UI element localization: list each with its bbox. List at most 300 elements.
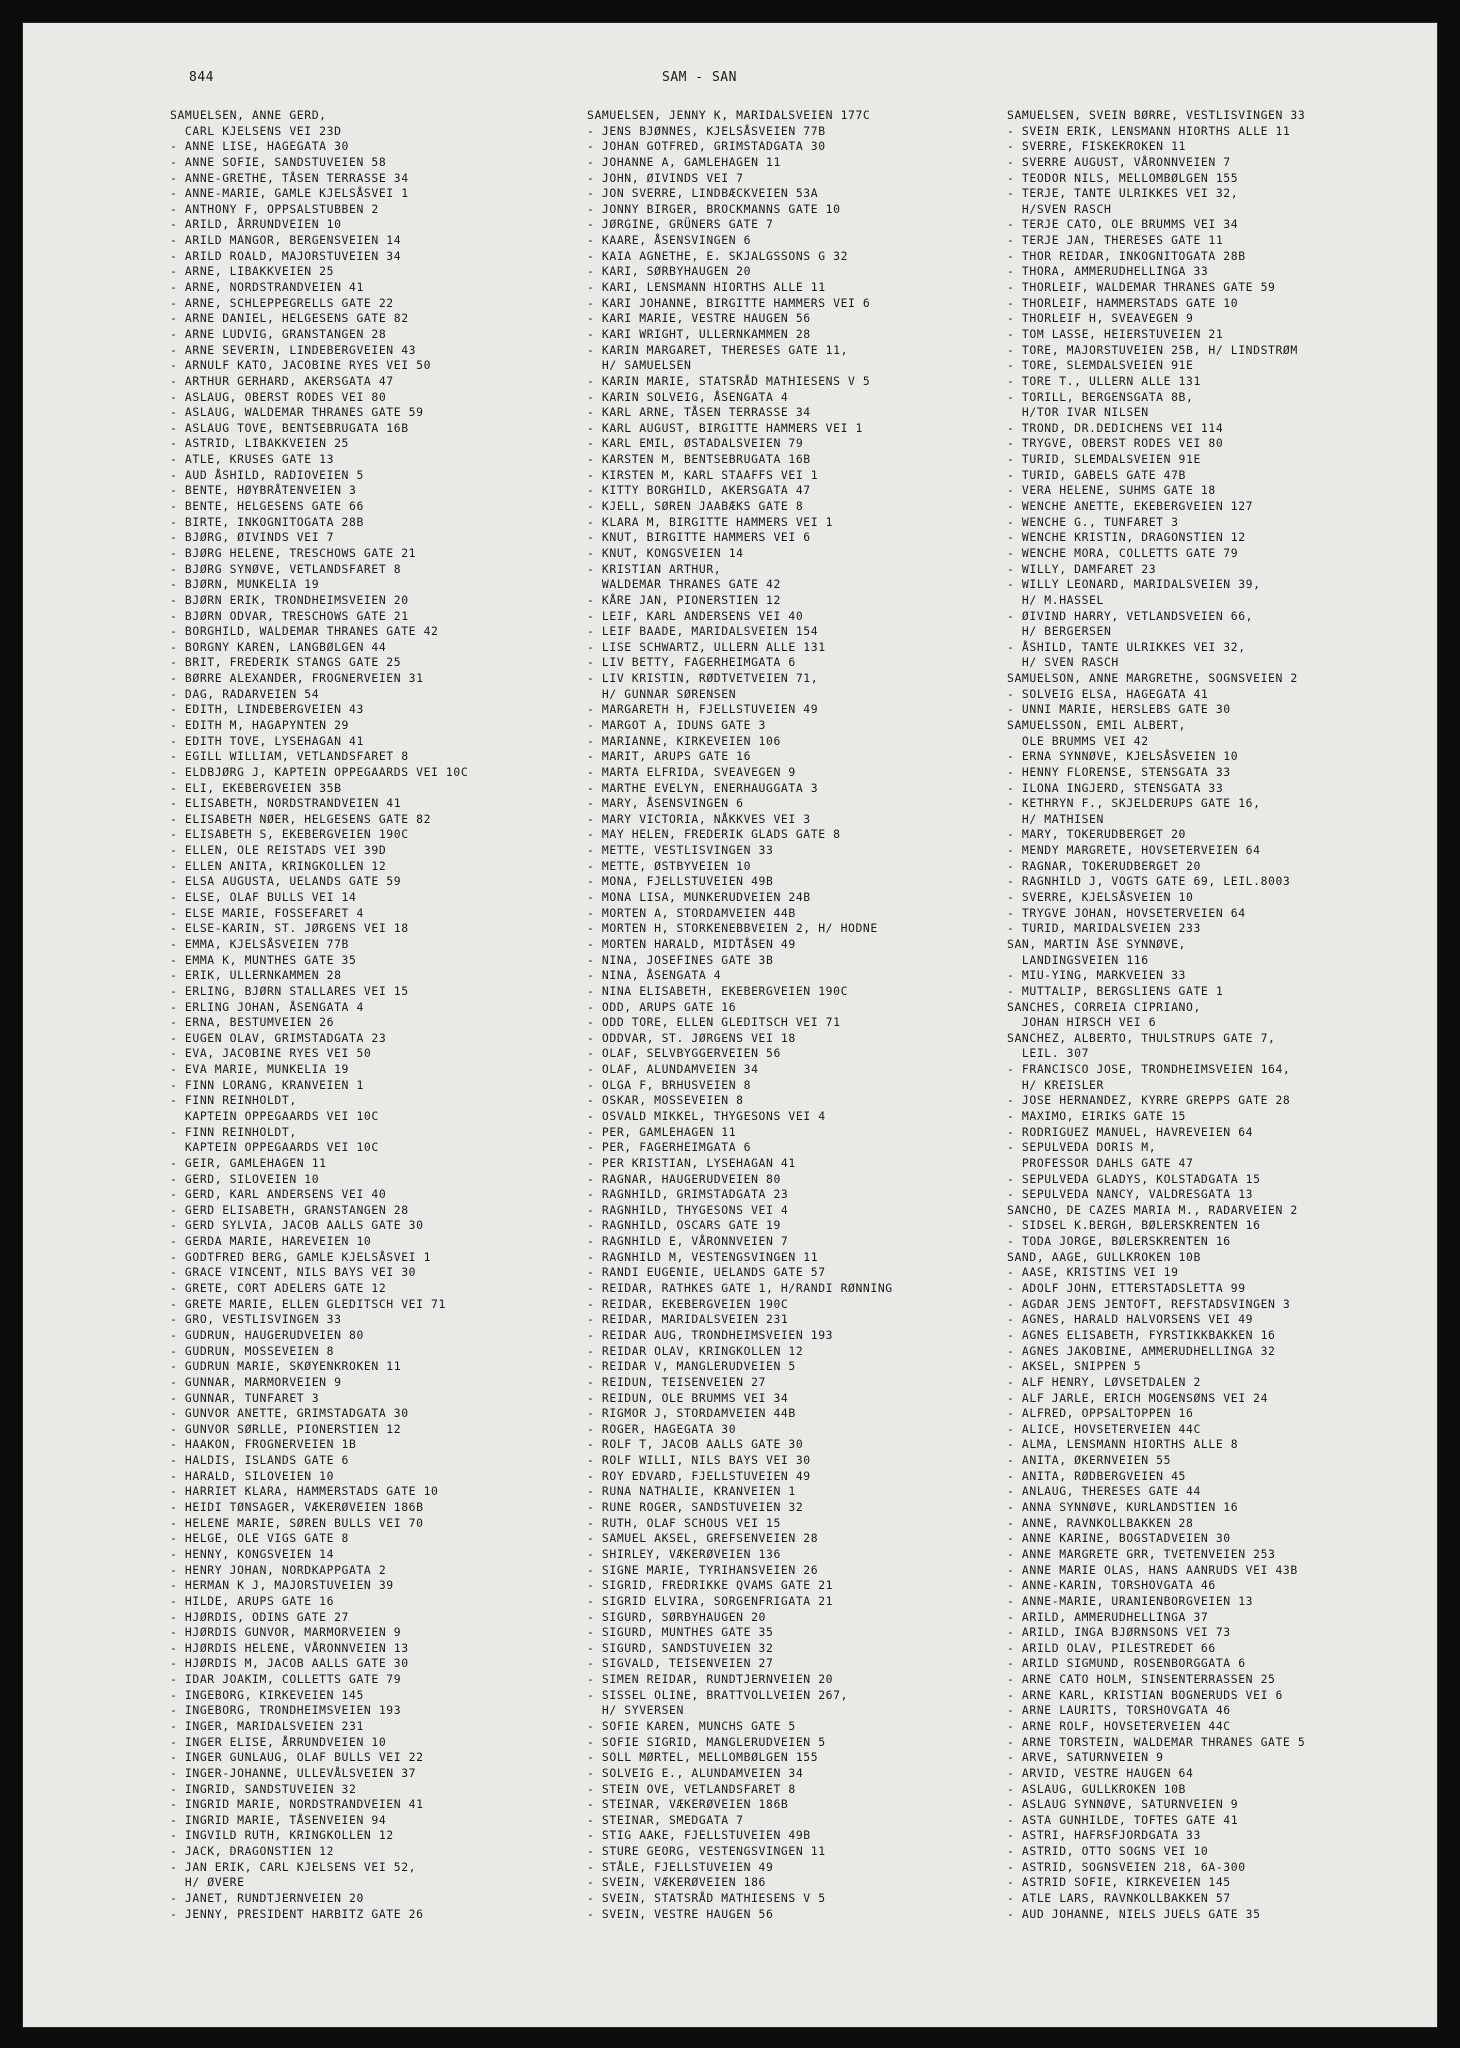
directory-entry-line: - AASE, KRISTINS VEI 19 — [1007, 1265, 1179, 1280]
directory-entry-line: - MARY, ÅSENSVINGEN 6 — [587, 796, 744, 811]
directory-entry-line: - SOLVEIG ELSA, HAGEGATA 41 — [1007, 686, 1209, 701]
directory-entry-line: - GUNVOR ANETTE, GRIMSTADGATA 30 — [170, 1406, 409, 1421]
directory-entry-line: - RAGNHILD J, VOGTS GATE 69, LEIL.8003 — [1007, 874, 1291, 889]
directory-entry-line: - ANNE, RAVNKOLLBAKKEN 28 — [1007, 1515, 1194, 1530]
directory-entry-line: - JOHANNE A, GAMLEHAGEN 11 — [587, 154, 781, 169]
directory-entry-line: - TODA JORGE, BØLERSKRENTEN 16 — [1007, 1234, 1231, 1249]
directory-entry-line: - ADOLF JOHN, ETTERSTADSLETTA 99 — [1007, 1281, 1246, 1296]
directory-entry-line: - MARTHE EVELYN, ENERHAUGGATA 3 — [587, 780, 819, 795]
directory-entry-line: - GUNVOR SØRLLE, PIONERSTIEN 12 — [170, 1421, 402, 1436]
directory-entry-line: - HARALD, SILOVEIEN 10 — [170, 1468, 335, 1483]
directory-entry-line: - AGDAR JENS JENTOFT, REFSTADSVINGEN 3 — [1007, 1296, 1291, 1311]
directory-entry-line: - BORGNY KAREN, LANGBØLGEN 44 — [170, 639, 387, 654]
directory-entry-line: - ERLING, BJØRN STALLARES VEI 15 — [170, 983, 409, 998]
directory-entry-line: - HILDE, ARUPS GATE 16 — [170, 1593, 335, 1608]
directory-entry-line: - ANNE-GRETHE, TÅSEN TERRASSE 34 — [170, 170, 409, 185]
directory-entry-line: - EDITH TOVE, LYSEHAGAN 41 — [170, 733, 364, 748]
directory-entry-line: - ARNE DANIEL, HELGESENS GATE 82 — [170, 311, 409, 326]
directory-entry-line: H/ M.HASSEL — [1007, 592, 1104, 607]
directory-entry-line: - ASTRID, OTTO SOGNS VEI 10 — [1007, 1844, 1209, 1859]
directory-entry-line: - LIV KRISTIN, RØDTVETVEIEN 71, — [587, 671, 819, 686]
directory-entry-line: - KAARE, ÅSENSVINGEN 6 — [587, 233, 752, 248]
directory-entry-line: - FRANCISCO JOSE, TRONDHEIMSVEIEN 164, — [1007, 1062, 1291, 1077]
directory-entry-line: - ANNE-MARIE, URANIENBORGVEIEN 13 — [1007, 1593, 1254, 1608]
listing-column-1 — [170, 108, 575, 1922]
directory-entry-line: - TORE, MAJORSTUVEIEN 25B, H/ LINDSTRØM — [1007, 342, 1298, 357]
directory-entry-line: - OLGA F, BRHUSVEIEN 8 — [587, 1077, 752, 1092]
directory-entry-line: - GERD SYLVIA, JACOB AALLS GATE 30 — [170, 1218, 424, 1233]
directory-entry-line: - ARILD MANGOR, BERGENSVEIEN 14 — [170, 233, 402, 248]
directory-entry-line: - BJØRN ERIK, TRONDHEIMSVEIEN 20 — [170, 592, 409, 607]
directory-entry-line: - KARI WRIGHT, ULLERNKAMMEN 28 — [587, 326, 811, 341]
directory-entry-line: - ELLEN, OLE REISTADS VEI 39D — [170, 843, 387, 858]
directory-entry-line: - SVEIN, VESTRE HAUGEN 56 — [587, 1906, 774, 1921]
directory-entry-line: - PER KRISTIAN, LYSEHAGAN 41 — [587, 1155, 796, 1170]
directory-entry-line: - JOSE HERNANDEZ, KYRRE GREPPS GATE 28 — [1007, 1093, 1291, 1108]
directory-entry-line: - REIDAR AUG, TRONDHEIMSVEIEN 193 — [587, 1327, 834, 1342]
directory-entry-line: - JENS BJØNNES, KJELSÅSVEIEN 77B — [587, 123, 826, 138]
directory-entry-line: - MENDY MARGRETE, HOVSETERVEIEN 64 — [1007, 843, 1261, 858]
directory-entry-line: SAND, AAGE, GULLKROKEN 10B — [1007, 1249, 1201, 1264]
directory-entry-line: - PER, GAMLEHAGEN 11 — [587, 1124, 737, 1139]
directory-entry-line: - ELISABETH NØER, HELGESENS GATE 82 — [170, 811, 432, 826]
directory-entry-line: - TORE, SLEMDALSVEIEN 91E — [1007, 358, 1194, 373]
directory-entry-line: - REIDAR, RATHKES GATE 1, H/RANDI RØNNING — [587, 1281, 893, 1296]
directory-entry-line: - JOHN, ØIVINDS VEI 7 — [587, 170, 744, 185]
directory-entry-line: - GERD, KARL ANDERSENS VEI 40 — [170, 1187, 387, 1202]
directory-entry-line: - MORTEN A, STORDAMVEIEN 44B — [587, 905, 796, 920]
directory-entry-line: - ARILD, AMMERUDHELLINGA 37 — [1007, 1609, 1209, 1624]
directory-entry-line: - HENNY FLORENSE, STENSGATA 33 — [1007, 764, 1231, 779]
directory-entry-line: - GUNNAR, TUNFARET 3 — [170, 1390, 320, 1405]
directory-entry-line: - HAAKON, FROGNERVEIEN 1B — [170, 1437, 357, 1452]
directory-entry-line: - ASTRID, SOGNSVEIEN 218, 6A-300 — [1007, 1859, 1246, 1874]
directory-entry-line: - SIGRID ELVIRA, SORGENFRIGATA 21 — [587, 1593, 834, 1608]
directory-entry-line: H/SVEN RASCH — [1007, 201, 1112, 216]
directory-entry-line: - ATLE, KRUSES GATE 13 — [170, 452, 335, 467]
directory-entry-line: - MORTEN H, STORKENEBBVEIEN 2, H/ HODNE — [587, 921, 878, 936]
directory-entry-line: - ALMA, LENSMANN HIORTHS ALLE 8 — [1007, 1437, 1239, 1452]
directory-entry-line: - HELENE MARIE, SØREN BULLS VEI 70 — [170, 1515, 424, 1530]
directory-entry-line: - RUTH, OLAF SCHOUS VEI 15 — [587, 1515, 781, 1530]
directory-entry-line: - AGNES JAKOBINE, AMMERUDHELLINGA 32 — [1007, 1343, 1276, 1358]
directory-entry-line: - ANNA SYNNØVE, KURLANDSTIEN 16 — [1007, 1500, 1239, 1515]
directory-entry-line: - MARGARETH H, FJELLSTUVEIEN 49 — [587, 702, 819, 717]
directory-entry-line: - BRIT, FREDERIK STANGS GATE 25 — [170, 655, 402, 670]
directory-entry-line: - ARNE ROLF, HOVSETERVEIEN 44C — [1007, 1718, 1231, 1733]
directory-entry-line: - ANTHONY F, OPPSALSTUBBEN 2 — [170, 201, 379, 216]
directory-entry-line: - ARNE, NORDSTRANDVEIEN 41 — [170, 280, 364, 295]
directory-entry-line: - SVEIN, VÆKERØVEIEN 186 — [587, 1875, 766, 1890]
directory-entry-line: - ODDVAR, ST. JØRGENS VEI 18 — [587, 1030, 796, 1045]
directory-entry-line: - TOM LASSE, HEIERSTUVEIEN 21 — [1007, 326, 1224, 341]
directory-entry-line: - TERJE JAN, THERESES GATE 11 — [1007, 233, 1224, 248]
directory-entry-line: - EGILL WILLIAM, VETLANDSFARET 8 — [170, 749, 409, 764]
directory-entry-line: - WENCHE MORA, COLLETTS GATE 79 — [1007, 545, 1239, 560]
directory-entry-line: - BIRTE, INKOGNITOGATA 28B — [170, 514, 364, 529]
directory-entry-line: - RAGNHILD, THYGESONS VEI 4 — [587, 1202, 789, 1217]
directory-entry-line: - ARILD, ÅRRUNDVEIEN 10 — [170, 217, 342, 232]
directory-entry-line: - STEINAR, VÆKERØVEIEN 186B — [587, 1797, 789, 1812]
directory-entry-line: - ARNE LUDVIG, GRANSTANGEN 28 — [170, 326, 387, 341]
directory-entry-line: - JONNY BIRGER, BROCKMANNS GATE 10 — [587, 201, 841, 216]
directory-entry-line: WALDEMAR THRANES GATE 42 — [587, 577, 781, 592]
directory-entry-line: - KNUT, BIRGITTE HAMMERS VEI 6 — [587, 530, 811, 545]
directory-entry-line: - RANDI EUGENIE, UELANDS GATE 57 — [587, 1265, 826, 1280]
directory-entry-line: - SOFIE KAREN, MUNCHS GATE 5 — [587, 1718, 796, 1733]
directory-entry-line: - ELISABETH S, EKEBERGVEIEN 190C — [170, 827, 409, 842]
directory-entry-line: - ARNE TORSTEIN, WALDEMAR THRANES GATE 5 — [1007, 1734, 1306, 1749]
directory-entry-line: - HJØRDIS M, JACOB AALLS GATE 30 — [170, 1656, 409, 1671]
directory-entry-line: - UNNI MARIE, HERSLEBS GATE 30 — [1007, 702, 1231, 717]
directory-entry-line: - SOFIE SIGRID, MANGLERUDVEIEN 5 — [587, 1734, 826, 1749]
directory-entry-line: - GERD, SILOVEIEN 10 — [170, 1171, 320, 1186]
directory-entry-line: - SEPULVEDA DORIS M, — [1007, 1140, 1157, 1155]
directory-entry-line: - GUDRUN MARIE, SKØYENKROKEN 11 — [170, 1359, 402, 1374]
directory-entry-line: - THORLEIF H, SVEAVEGEN 9 — [1007, 311, 1194, 326]
directory-entry-line: - TURID, SLEMDALSVEIEN 91E — [1007, 452, 1201, 467]
directory-entry-line: - RAGNAR, TOKERUDBERGET 20 — [1007, 858, 1201, 873]
directory-entry-line: - ARNULF KATO, JACOBINE RYES VEI 50 — [170, 358, 432, 373]
directory-entry-line: - TORILL, BERGENSGATA 8B, — [1007, 389, 1194, 404]
directory-entry-line: H/ SAMUELSEN — [587, 358, 692, 373]
directory-entry-line: SAMUELSEN, SVEIN BØRRE, VESTLISVINGEN 33 — [1007, 108, 1306, 122]
directory-entry-line: - LEIF BAADE, MARIDALSVEIEN 154 — [587, 624, 819, 639]
directory-entry-line: - INGRID MARIE, TÅSENVEIEN 94 — [170, 1812, 387, 1827]
directory-entry-line: - GODTFRED BERG, GAMLE KJELSÅSVEI 1 — [170, 1249, 432, 1264]
directory-entry-line: - ÅSHILD, TANTE ULRIKKES VEI 32, — [1007, 639, 1246, 654]
directory-entry-line: - WILLY, DAMFARET 23 — [1007, 561, 1157, 576]
directory-entry-line: - INGEBORG, KIRKEVEIEN 145 — [170, 1687, 364, 1702]
directory-entry-line: - AKSEL, SNIPPEN 5 — [1007, 1359, 1142, 1374]
directory-entry-line: - ARILD SIGMUND, ROSENBORGGATA 6 — [1007, 1656, 1246, 1671]
directory-entry-line: - ASTRID, LIBAKKVEIEN 25 — [170, 436, 349, 451]
directory-entry-line: - ELISABETH, NORDSTRANDVEIEN 41 — [170, 796, 402, 811]
directory-entry-line: - SIGRID, FREDRIKKE QVAMS GATE 21 — [587, 1578, 834, 1593]
directory-entry-line: - ARNE, LIBAKKVEIEN 25 — [170, 264, 335, 279]
directory-entry-line: - REIDAR OLAV, KRINGKOLLEN 12 — [587, 1343, 804, 1358]
directory-entry-line: - OLAF, SELVBYGGERVEIEN 56 — [587, 1046, 781, 1061]
directory-entry-line: - MARY, TOKERUDBERGET 20 — [1007, 827, 1186, 842]
directory-entry-line: - JANET, RUNDTJERNVEIEN 20 — [170, 1891, 364, 1906]
directory-entry-line: - SEPULVEDA GLADYS, KOLSTADGATA 15 — [1007, 1171, 1261, 1186]
directory-entry-line: - BJØRN, MUNKELIA 19 — [170, 577, 320, 592]
directory-entry-line: - BØRRE ALEXANDER, FROGNERVEIEN 31 — [170, 671, 424, 686]
directory-entry-line: - SOLVEIG E., ALUNDAMVEIEN 34 — [587, 1765, 804, 1780]
directory-entry-line: - KARIN SOLVEIG, ÅSENGATA 4 — [587, 389, 789, 404]
directory-entry-line: - EVA, JACOBINE RYES VEI 50 — [170, 1046, 372, 1061]
directory-entry-line: - WENCHE ANETTE, EKEBERGVEIEN 127 — [1007, 499, 1254, 514]
directory-entry-line: - ELI, EKEBERGVEIEN 35B — [170, 780, 342, 795]
directory-entry-line: - INGRID MARIE, NORDSTRANDVEIEN 41 — [170, 1797, 424, 1812]
directory-entry-line: - GUNNAR, MARMORVEIEN 9 — [170, 1374, 342, 1389]
directory-entry-line: - ODD TORE, ELLEN GLEDITSCH VEI 71 — [587, 1015, 841, 1030]
directory-entry-line: - GRETE, CORT ADELERS GATE 12 — [170, 1281, 387, 1296]
directory-entry-line: - SIGURD, MUNTHES GATE 35 — [587, 1625, 774, 1640]
directory-entry-line: - JAN ERIK, CARL KJELSENS VEI 52, — [170, 1859, 417, 1874]
directory-entry-line: - KARIN MARIE, STATSRÅD MATHIESENS V 5 — [587, 373, 871, 388]
directory-entry-line: - HENNY, KONGSVEIEN 14 — [170, 1546, 335, 1561]
directory-entry-line: - KARL EMIL, ØSTADALSVEIEN 79 — [587, 436, 804, 451]
directory-entry-line: - HALDIS, ISLANDS GATE 6 — [170, 1453, 349, 1468]
directory-entry-line: - GERDA MARIE, HAREVEIEN 10 — [170, 1234, 372, 1249]
directory-entry-line: - NINA, JOSEFINES GATE 3B — [587, 952, 774, 967]
directory-entry-line: - JACK, DRAGONSTIEN 12 — [170, 1844, 335, 1859]
directory-entry-line: - ANLAUG, THERESES GATE 44 — [1007, 1484, 1201, 1499]
directory-entry-line: - SIGNE MARIE, TYRIHANSVEIEN 26 — [587, 1562, 819, 1577]
directory-entry-line: - KRISTIAN ARTHUR, — [587, 561, 722, 576]
directory-entry-line: - JOHAN GOTFRED, GRIMSTADGATA 30 — [587, 139, 826, 154]
directory-entry-line: - VERA HELENE, SUHMS GATE 18 — [1007, 483, 1216, 498]
directory-entry-line: - ASLAUG, WALDEMAR THRANES GATE 59 — [170, 405, 424, 420]
directory-entry-line: - GRETE MARIE, ELLEN GLEDITSCH VEI 71 — [170, 1296, 446, 1311]
directory-entry-line: - GRACE VINCENT, NILS BAYS VEI 30 — [170, 1265, 417, 1280]
directory-entry-line: - THOR REIDAR, INKOGNITOGATA 28B — [1007, 248, 1246, 263]
directory-entry-line: - WENCHE KRISTIN, DRAGONSTIEN 12 — [1007, 530, 1246, 545]
directory-entry-line: - TRYGVE, OBERST RODES VEI 80 — [1007, 436, 1224, 451]
directory-entry-line: - GUDRUN, MOSSEVEIEN 8 — [170, 1343, 335, 1358]
directory-entry-line: - SIMEN REIDAR, RUNDTJERNVEIEN 20 — [587, 1672, 834, 1687]
directory-entry-line: SANCHO, DE CAZES MARIA M., RADARVEIEN 2 — [1007, 1202, 1298, 1217]
directory-entry-line: - MARIT, ARUPS GATE 16 — [587, 749, 752, 764]
directory-entry-line: - KLARA M, BIRGITTE HAMMERS VEI 1 — [587, 514, 834, 529]
directory-entry-line: - KARSTEN M, BENTSEBRUGATA 16B — [587, 452, 811, 467]
directory-entry-line: - OSVALD MIKKEL, THYGESONS VEI 4 — [587, 1109, 826, 1123]
directory-entry-line: - NINA ELISABETH, EKEBERGVEIEN 190C — [587, 983, 849, 998]
directory-entry-line: - SVERRE, FISKEKROKEN 11 — [1007, 139, 1186, 154]
directory-entry-line: - ØIVIND HARRY, VETLANDSVEIEN 66, — [1007, 608, 1254, 623]
directory-entry-line: - ALF HENRY, LØVSETDALEN 2 — [1007, 1374, 1201, 1389]
directory-entry-line: - THORLEIF, HAMMERSTADS GATE 10 — [1007, 295, 1239, 310]
directory-entry-line: LANDINGSVEIEN 116 — [1007, 952, 1149, 967]
directory-entry-line: - EDITH M, HAGAPYNTEN 29 — [170, 717, 349, 732]
directory-entry-line: - ELLEN ANITA, KRINGKOLLEN 12 — [170, 858, 387, 873]
directory-entry-line: - TERJE, TANTE ULRIKKES VEI 32, — [1007, 186, 1239, 201]
directory-entry-line: - ELDBJØRG J, KAPTEIN OPPEGAARDS VEI 10C — [170, 764, 469, 779]
directory-entry-line: - AUD JOHANNE, NIELS JUELS GATE 35 — [1007, 1906, 1261, 1921]
directory-entry-line: - BJØRG SYNØVE, VETLANDSFARET 8 — [170, 561, 402, 576]
directory-entry-line: - ASTA GUNHILDE, TOFTES GATE 41 — [1007, 1812, 1239, 1827]
directory-entry-line: - ANNE LISE, HAGEGATA 30 — [170, 139, 349, 154]
alphabetical-range-header: SAM - SAN — [662, 70, 737, 85]
directory-entry-line: - OSKAR, MOSSEVEIEN 8 — [587, 1093, 744, 1108]
directory-entry-line: - SEPULVEDA NANCY, VALDRESGATA 13 — [1007, 1187, 1254, 1202]
directory-entry-line: - ARNE, SCHLEPPEGRELLS GATE 22 — [170, 295, 394, 310]
directory-entry-line: - HARRIET KLARA, HAMMERSTADS GATE 10 — [170, 1484, 439, 1499]
directory-entry-line: - TERJE CATO, OLE BRUMMS VEI 34 — [1007, 217, 1239, 232]
directory-entry-line: - REIDUN, TEISENVEIEN 27 — [587, 1374, 766, 1389]
directory-entry-line: - TORE T., ULLERN ALLE 131 — [1007, 373, 1201, 388]
listing-column-2 — [587, 108, 992, 1922]
directory-entry-line: - KARL AUGUST, BIRGITTE HAMMERS VEI 1 — [587, 420, 863, 435]
directory-entry-line: - SISSEL OLINE, BRATTVOLLVEIEN 267, — [587, 1687, 849, 1702]
directory-entry-line: - ATLE LARS, RAVNKOLLBAKKEN 57 — [1007, 1891, 1231, 1906]
directory-entry-line: - GRO, VESTLISVINGEN 33 — [170, 1312, 342, 1327]
directory-entry-line: - SVEIN ERIK, LENSMANN HIORTHS ALLE 11 — [1007, 123, 1291, 138]
directory-entry-line: SAN, MARTIN ÅSE SYNNØVE, — [1007, 936, 1186, 951]
directory-entry-line: - AGNES, HARALD HALVORSENS VEI 49 — [1007, 1312, 1254, 1327]
directory-entry-line: - HELGE, OLE VIGS GATE 8 — [170, 1531, 349, 1546]
directory-entry-line: - ARNE KARL, KRISTIAN BOGNERUDS VEI 6 — [1007, 1687, 1283, 1702]
directory-entry-line: - ARILD, INGA BJØRNSONS VEI 73 — [1007, 1625, 1231, 1640]
directory-entry-line: - HENRY JOHAN, NORDKAPPGATA 2 — [170, 1562, 387, 1577]
directory-entry-line: - ANNE MARGRETE GRR, TVETENVEIEN 253 — [1007, 1546, 1276, 1561]
directory-entry-line: - BJØRG, ØIVINDS VEI 7 — [170, 530, 335, 545]
directory-entry-line: H/ KREISLER — [1007, 1077, 1104, 1092]
directory-entry-line: - ELSE, OLAF BULLS VEI 14 — [170, 890, 357, 905]
directory-entry-line: - KARIN MARGARET, THERESES GATE 11, — [587, 342, 849, 357]
directory-entry-line: - ARILD ROALD, MAJORSTUVEIEN 34 — [170, 248, 402, 263]
directory-entry-line: - BJØRN ODVAR, TRESCHOWS GATE 21 — [170, 608, 409, 623]
directory-entry-line: H/ SVEN RASCH — [1007, 655, 1119, 670]
directory-entry-line: - GUDRUN, HAUGERUDVEIEN 80 — [170, 1327, 364, 1342]
directory-entry-line: SAMUELSON, ANNE MARGRETHE, SOGNSVEIEN 2 — [1007, 671, 1298, 686]
directory-entry-line: - ASTRID SOFIE, KIRKEVEIEN 145 — [1007, 1875, 1231, 1890]
directory-entry-line: - THORLEIF, WALDEMAR THRANES GATE 59 — [1007, 280, 1276, 295]
directory-entry-line: - SAMUEL AKSEL, GREFSENVEIEN 28 — [587, 1531, 819, 1546]
directory-entry-line: - MARTA ELFRIDA, SVEAVEGEN 9 — [587, 764, 796, 779]
directory-entry-line: - MONA, FJELLSTUVEIEN 49B — [587, 874, 774, 889]
directory-entry-line: - KIRSTEN M, KARL STAAFFS VEI 1 — [587, 467, 819, 482]
directory-entry-line: - HJØRDIS, ODINS GATE 27 — [170, 1609, 349, 1624]
directory-entry-line: - MONA LISA, MUNKERUDVEIEN 24B — [587, 890, 811, 905]
directory-entry-line: - KARL ARNE, TÅSEN TERRASSE 34 — [587, 405, 811, 420]
directory-entry-line: - KARI, SØRBYHAUGEN 20 — [587, 264, 752, 279]
directory-entry-line: CARL KJELSENS VEI 23D — [170, 123, 342, 138]
directory-entry-line: - WILLY LEONARD, MARIDALSVEIEN 39, — [1007, 577, 1261, 592]
directory-entry-line: - FINN REINHOLDT, — [170, 1093, 297, 1108]
directory-entry-line: - FINN LORANG, KRANVEIEN 1 — [170, 1077, 364, 1092]
directory-entry-line: - STURE GEORG, VESTENGSVINGEN 11 — [587, 1844, 826, 1859]
directory-entry-line: SAMUELSEN, ANNE GERD, — [170, 108, 327, 122]
directory-entry-line: KAPTEIN OPPEGAARDS VEI 10C — [170, 1140, 379, 1155]
directory-entry-line: - BJØRG HELENE, TRESCHOWS GATE 21 — [170, 545, 417, 560]
directory-entry-line: - SIGURD, SANDSTUVEIEN 32 — [587, 1640, 774, 1655]
directory-entry-line: - SVEIN, STATSRÅD MATHIESENS V 5 — [587, 1891, 826, 1906]
directory-entry-line: - ARVE, SATURNVEIEN 9 — [1007, 1750, 1164, 1765]
directory-entry-line: - ARILD OLAV, PILESTREDET 66 — [1007, 1640, 1216, 1655]
directory-entry-line: - METTE, VESTLISVINGEN 33 — [587, 843, 774, 858]
directory-entry-line: - ARNE CATO HOLM, SINSENTERRASSEN 25 — [1007, 1672, 1276, 1687]
directory-entry-line: H/ BERGERSEN — [1007, 624, 1112, 639]
directory-entry-line: - ALF JARLE, ERICH MOGENSØNS VEI 24 — [1007, 1390, 1269, 1405]
directory-entry-line: - ILONA INGJERD, STENSGATA 33 — [1007, 780, 1224, 795]
directory-entry-line: H/ GUNNAR SØRENSEN — [587, 686, 737, 701]
directory-entry-line: - KETHRYN F., SKJELDERUPS GATE 16, — [1007, 796, 1261, 811]
directory-entry-line: - INGVILD RUTH, KRINGKOLLEN 12 — [170, 1828, 394, 1843]
directory-entry-line: - STIG AAKE, FJELLSTUVEIEN 49B — [587, 1828, 811, 1843]
directory-entry-line: - INGER ELISE, ÅRRUNDVEIEN 10 — [170, 1734, 387, 1749]
directory-entry-line: - ANNE-MARIE, GAMLE KJELSÅSVEI 1 — [170, 186, 409, 201]
page-header — [22, 70, 1438, 94]
directory-entry-line: - MARIANNE, KIRKEVEIEN 106 — [587, 733, 781, 748]
directory-entry-line: - SIDSEL K.BERGH, BØLERSKRENTEN 16 — [1007, 1218, 1261, 1233]
directory-entry-line: - RAGNAR, HAUGERUDVEIEN 80 — [587, 1171, 781, 1186]
directory-entry-line: - INGER, MARIDALSVEIEN 231 — [170, 1718, 364, 1733]
directory-entry-line: - ASTRI, HAFRSFJORDGATA 33 — [1007, 1828, 1201, 1843]
directory-entry-line: - ASLAUG TOVE, BENTSEBRUGATA 16B — [170, 420, 409, 435]
directory-entry-line: - SOLL MØRTEL, MELLOMBØLGEN 155 — [587, 1750, 819, 1765]
directory-entry-line: - KJELL, SØREN JAABÆKS GATE 8 — [587, 499, 804, 514]
directory-entry-line: - THORA, AMMERUDHELLINGA 33 — [1007, 264, 1209, 279]
directory-entry-line: - ROY EDVARD, FJELLSTUVEIEN 49 — [587, 1468, 811, 1483]
directory-entry-line: - HEIDI TØNSAGER, VÆKERØVEIEN 186B — [170, 1500, 424, 1515]
directory-entry-line: - TRYGVE JOHAN, HOVSETERVEIEN 64 — [1007, 905, 1246, 920]
directory-entry-line: - REIDUN, OLE BRUMMS VEI 34 — [587, 1390, 789, 1405]
directory-entry-line: - SIGVALD, TEISENVEIEN 27 — [587, 1656, 774, 1671]
directory-entry-line: - ASLAUG, OBERST RODES VEI 80 — [170, 389, 387, 404]
directory-entry-line: - ANNE MARIE OLAS, HANS AANRUDS VEI 43B — [1007, 1562, 1298, 1577]
directory-entry-line: JOHAN HIRSCH VEI 6 — [1007, 1015, 1157, 1030]
directory-entry-line: H/ SYVERSEN — [587, 1703, 684, 1718]
directory-entry-line: OLE BRUMMS VEI 42 — [1007, 733, 1149, 748]
directory-entry-line: - ODD, ARUPS GATE 16 — [587, 999, 737, 1014]
directory-entry-line: - RAGNHILD, OSCARS GATE 19 — [587, 1218, 781, 1233]
directory-entry-line: - RAGNHILD M, VESTENGSVINGEN 11 — [587, 1249, 819, 1264]
directory-entry-line: H/ MATHISEN — [1007, 811, 1104, 826]
directory-entry-line: - ANNE SOFIE, SANDSTUVEIEN 58 — [170, 154, 387, 169]
directory-entry-line: - ELSA AUGUSTA, UELANDS GATE 59 — [170, 874, 402, 889]
directory-entry-line: SANCHEZ, ALBERTO, THULSTRUPS GATE 7, — [1007, 1030, 1276, 1045]
directory-entry-line: - MARY VICTORIA, NÅKKVES VEI 3 — [587, 811, 811, 826]
directory-entry-line: - INGER-JOHANNE, ULLEVÅLSVEIEN 37 — [170, 1765, 417, 1780]
directory-entry-line: - ELSE MARIE, FOSSEFARET 4 — [170, 905, 364, 920]
directory-entry-line: - TROND, DR.DEDICHENS VEI 114 — [1007, 420, 1224, 435]
directory-entry-line: - IDAR JOAKIM, COLLETTS GATE 79 — [170, 1672, 402, 1687]
directory-entry-line: - ERNA SYNNØVE, KJELSÅSVEIEN 10 — [1007, 749, 1239, 764]
directory-entry-line: - ARTHUR GERHARD, AKERSGATA 47 — [170, 373, 394, 388]
directory-entry-line: - ERNA, BESTUMVEIEN 26 — [170, 1015, 335, 1030]
directory-entry-line: - ERIK, ULLERNKAMMEN 28 — [170, 968, 342, 983]
directory-entry-line: H/ ØVERE — [170, 1875, 245, 1890]
directory-entry-line: - ANNE KARINE, BOGSTADVEIEN 30 — [1007, 1531, 1231, 1546]
directory-entry-line: - RAGNHILD E, VÅRONNVEIEN 7 — [587, 1234, 789, 1249]
directory-entry-line: - ARNE LAURITS, TORSHOVGATA 46 — [1007, 1703, 1231, 1718]
directory-entry-line: - ANITA, ØKERNVEIEN 55 — [1007, 1453, 1172, 1468]
directory-entry-line: - ARVID, VESTRE HAUGEN 64 — [1007, 1765, 1194, 1780]
directory-entry-line: SAMUELSEN, JENNY K, MARIDALSVEIEN 177C — [587, 108, 871, 122]
directory-entry-line: - EVA MARIE, MUNKELIA 19 — [170, 1062, 349, 1077]
directory-entry-line: - MARGOT A, IDUNS GATE 3 — [587, 717, 766, 732]
directory-entry-line: - INGEBORG, TRONDHEIMSVEIEN 193 — [170, 1703, 402, 1718]
directory-entry-line: - KARI, LENSMANN HIORTHS ALLE 11 — [587, 280, 826, 295]
directory-entry-line: - ANITA, RØDBERGVEIEN 45 — [1007, 1468, 1186, 1483]
directory-entry-line: - WENCHE G., TUNFARET 3 — [1007, 514, 1179, 529]
directory-entry-line: H/TOR IVAR NILSEN — [1007, 405, 1149, 420]
directory-entry-line: - TURID, GABELS GATE 47B — [1007, 467, 1186, 482]
directory-entry-line: - TEODOR NILS, MELLOMBØLGEN 155 — [1007, 170, 1239, 185]
directory-entry-line: - KNUT, KONGSVEIEN 14 — [587, 545, 744, 560]
directory-entry-line: - ASLAUG SYNNØVE, SATURNVEIEN 9 — [1007, 1797, 1239, 1812]
directory-entry-line: - REIDAR, MARIDALSVEIEN 231 — [587, 1312, 789, 1327]
directory-entry-line: - HJØRDIS HELENE, VÅRONNVEIEN 13 — [170, 1640, 409, 1655]
directory-entry-line: - SIGURD, SØRBYHAUGEN 20 — [587, 1609, 766, 1624]
directory-entry-line: - STEINAR, SMEDGATA 7 — [587, 1812, 744, 1827]
directory-entry-line: - KÅRE JAN, PIONERSTIEN 12 — [587, 592, 781, 607]
directory-entry-line: - RUNA NATHALIE, KRANVEIEN 1 — [587, 1484, 796, 1499]
directory-entry-line: - GEIR, GAMLEHAGEN 11 — [170, 1155, 327, 1170]
directory-entry-line: - AGNES ELISABETH, FYRSTIKKBAKKEN 16 — [1007, 1327, 1276, 1342]
directory-entry-line: - STEIN OVE, VETLANDSFARET 8 — [587, 1781, 796, 1796]
directory-entry-line: - MAXIMO, EIRIKS GATE 15 — [1007, 1109, 1186, 1123]
directory-page — [22, 22, 1438, 2028]
directory-entry-line: - METTE, ØSTBYVEIEN 10 — [587, 858, 752, 873]
directory-entry-line: - AUD ÅSHILD, RADIOVEIEN 5 — [170, 467, 364, 482]
directory-entry-line: - INGRID, SANDSTUVEIEN 32 — [170, 1781, 357, 1796]
directory-entry-line: - ELSE-KARIN, ST. JØRGENS VEI 18 — [170, 921, 409, 936]
directory-entry-line: - MORTEN HARALD, MIDTÅSEN 49 — [587, 936, 796, 951]
directory-entry-line: - EDITH, LINDEBERGVEIEN 43 — [170, 702, 364, 717]
